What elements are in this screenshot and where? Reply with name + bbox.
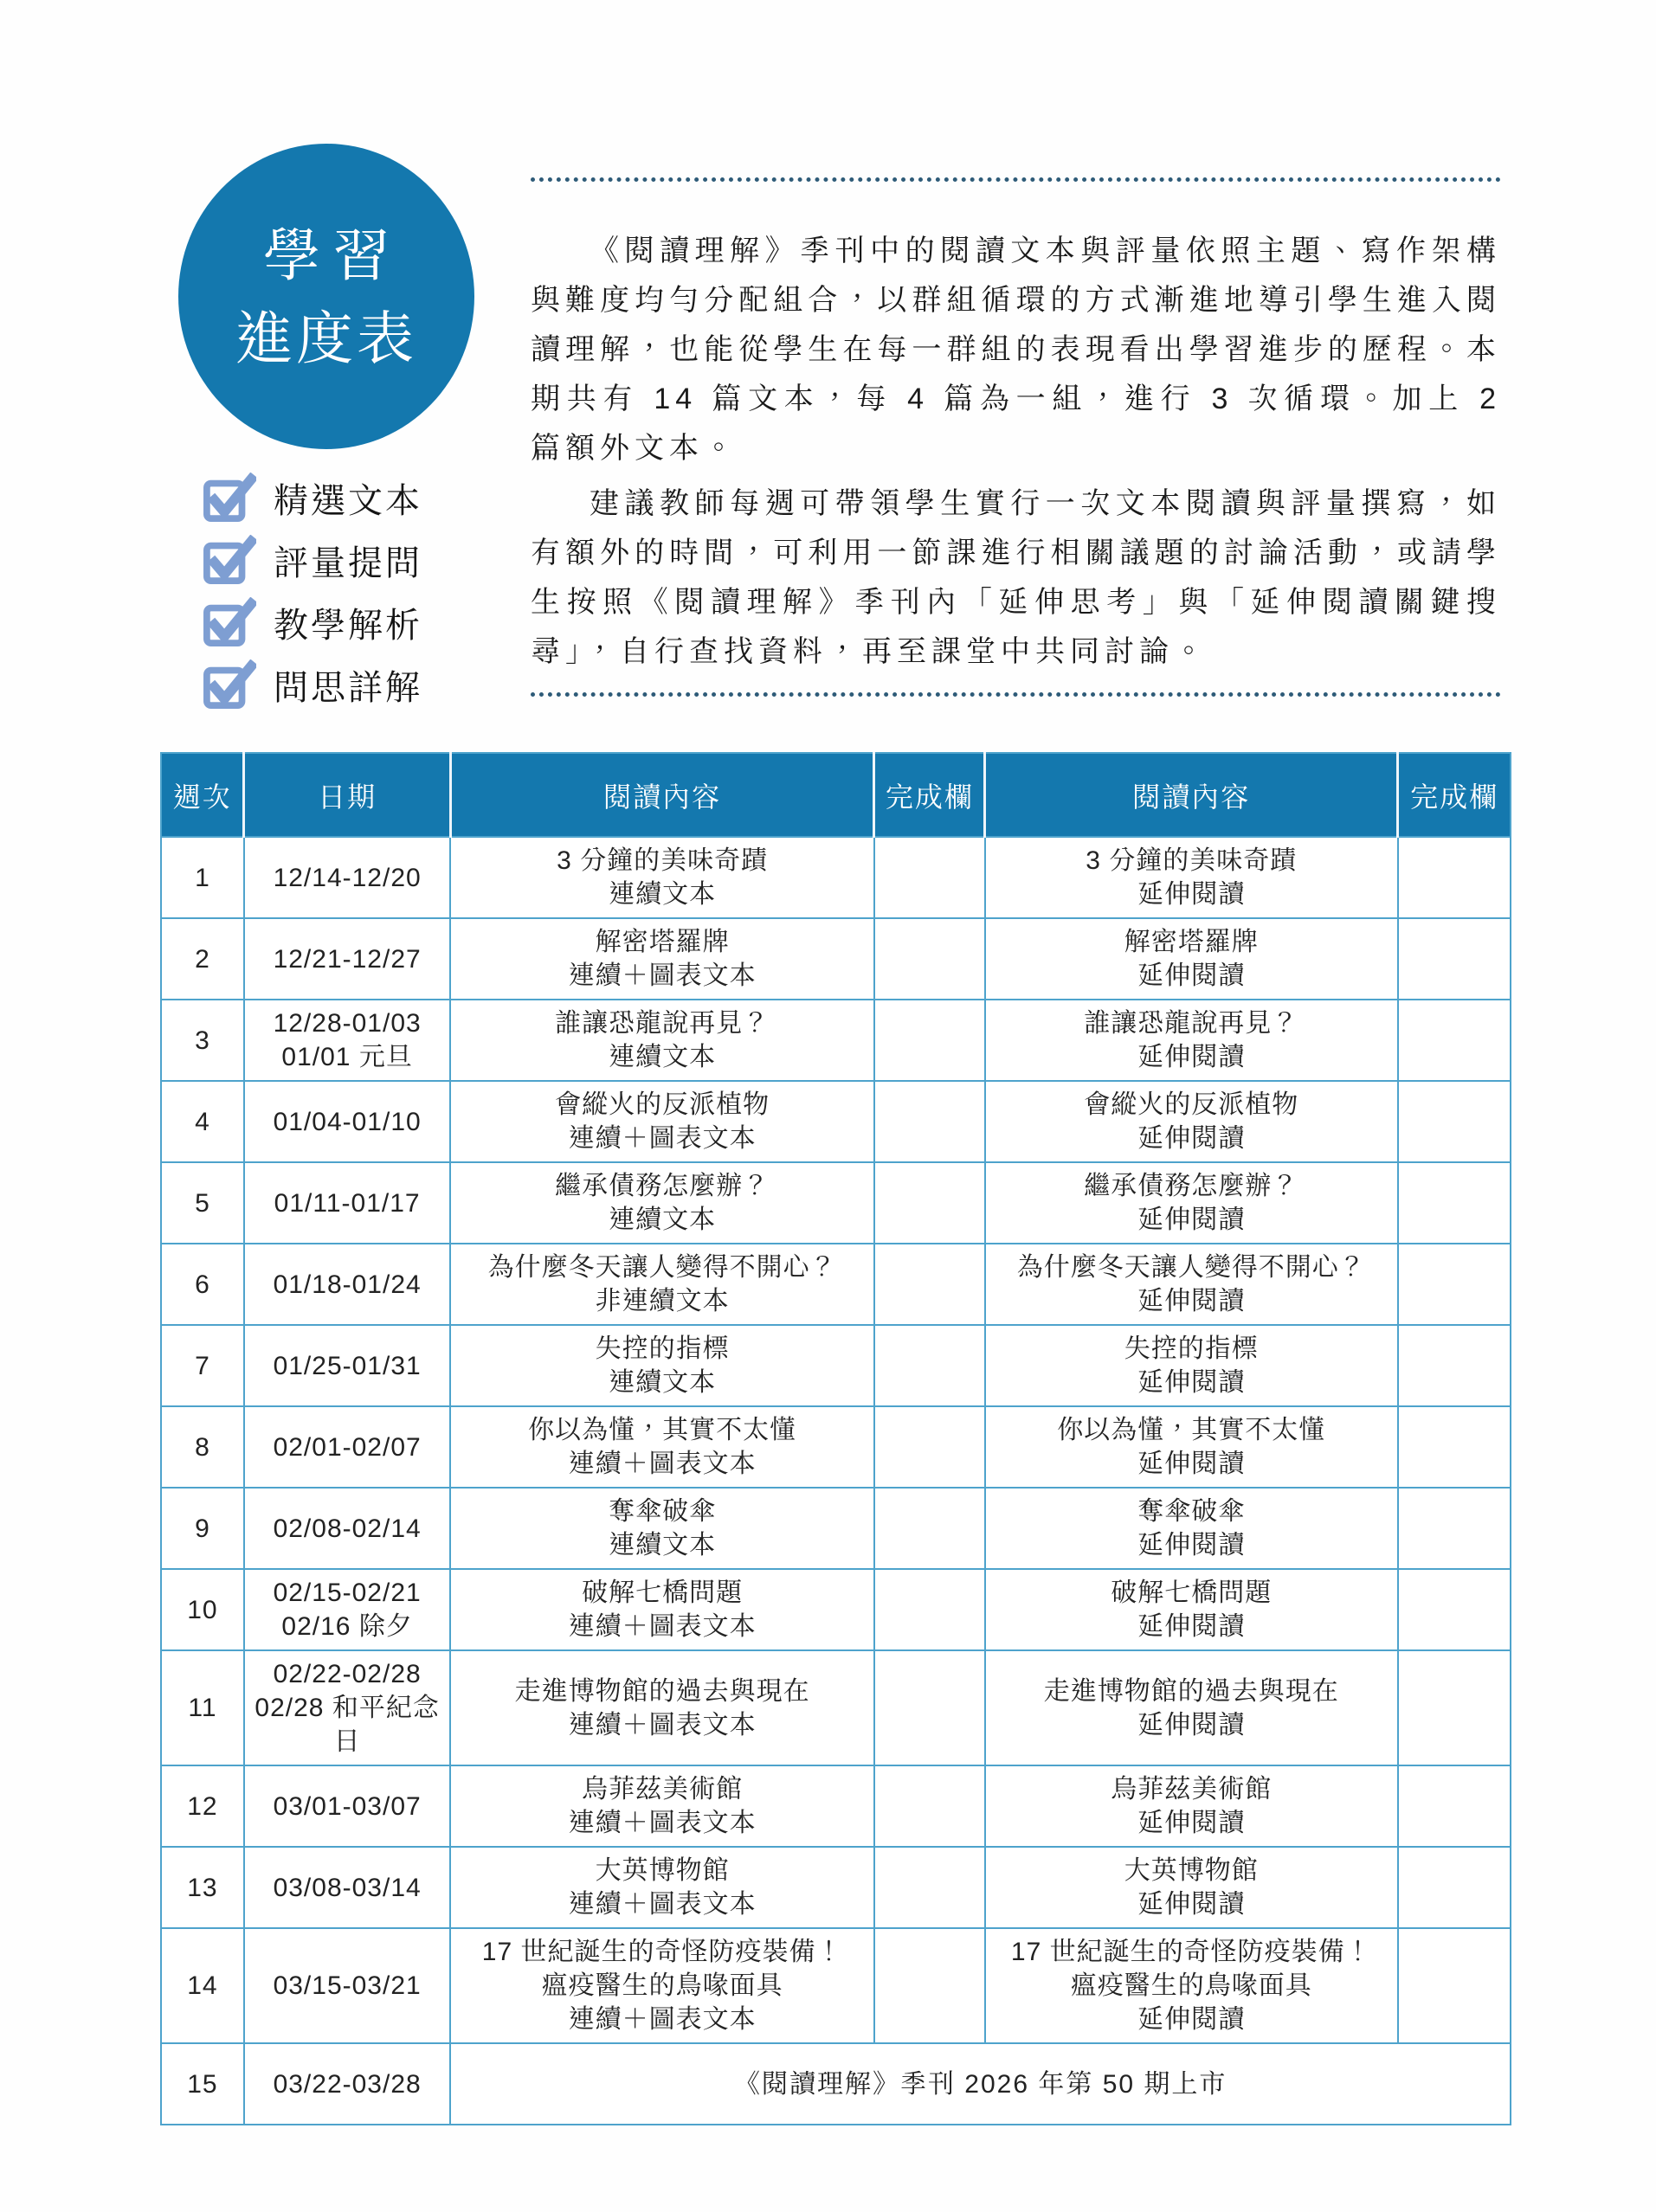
table-row <box>161 837 1511 918</box>
date-cell <box>244 1000 451 1081</box>
reading-type: 連續文本 <box>609 880 717 909</box>
reading-type: 連續文本 <box>609 1043 717 1071</box>
date-cell: 03/22-03/28 <box>244 2043 451 2125</box>
reading-content-cell <box>450 1406 874 1488</box>
table-row <box>161 1928 1511 2043</box>
reading-title: 繼承債務怎麼辦？ <box>555 1172 770 1200</box>
week-number: 3 <box>161 1000 244 1081</box>
extended-reading-cell <box>985 1244 1398 1325</box>
reading-type: 連續＋圖表文本 <box>568 1124 757 1153</box>
extended-reading-title: 3 分鐘的美味奇蹟 <box>1086 846 1298 875</box>
reading-type: 連續＋圖表文本 <box>568 1890 757 1919</box>
extended-reading-title-line2: 瘟疫醫生的鳥喙面具 <box>1070 1971 1312 2000</box>
extended-reading-label: 延伸閱讀 <box>1137 1890 1246 1919</box>
header-week: 週次 <box>161 753 244 837</box>
reading-content-cell <box>450 1081 874 1162</box>
header-extended-content: 閱讀內容 <box>985 753 1398 837</box>
header-reading-content: 閱讀內容 <box>450 753 874 837</box>
checkbox-checked-icon <box>203 473 256 523</box>
table-row <box>161 1406 1511 1488</box>
completion-cell <box>874 1488 985 1569</box>
extended-reading-title: 奪傘破傘 <box>1137 1497 1246 1526</box>
table-row <box>161 1650 1511 1765</box>
feature-item <box>203 537 422 583</box>
reading-type: 連續文本 <box>609 1531 717 1559</box>
badge-title-line2: 進度表 <box>235 305 417 370</box>
table-row <box>161 1569 1511 1650</box>
extended-reading-title: 繼承債務怎麼辦？ <box>1084 1172 1299 1200</box>
table-row <box>161 918 1511 1000</box>
table-row <box>161 1244 1511 1325</box>
feature-checklist <box>203 474 422 723</box>
date-range: 12/28-01/03 <box>273 1009 422 1038</box>
extended-reading-cell <box>985 1325 1398 1406</box>
header-date: 日期 <box>244 753 451 837</box>
reading-title: 烏菲茲美術館 <box>582 1775 744 1804</box>
date-cell <box>244 1847 451 1928</box>
completion-cell <box>874 1162 985 1244</box>
extended-reading-label: 延伸閱讀 <box>1137 880 1246 909</box>
week-number: 6 <box>161 1244 244 1325</box>
reading-title: 失控的指標 <box>595 1334 730 1363</box>
extended-reading-label: 延伸閱讀 <box>1137 1124 1246 1153</box>
completion-cell <box>1398 1928 1511 2043</box>
completion-cell <box>874 1928 985 2043</box>
reading-type: 連續文本 <box>609 1368 717 1397</box>
completion-cell <box>874 1000 985 1081</box>
reading-type: 連續＋圖表文本 <box>568 961 757 990</box>
extended-reading-label: 延伸閱讀 <box>1137 1531 1246 1559</box>
date-cell <box>244 1244 451 1325</box>
week-number: 9 <box>161 1488 244 1569</box>
week-number: 4 <box>161 1081 244 1162</box>
checkbox-checked-icon <box>203 659 256 710</box>
extended-reading-title: 走進博物館的過去與現在 <box>1043 1676 1339 1706</box>
week-number: 11 <box>161 1650 244 1765</box>
extended-reading-label: 延伸閱讀 <box>1137 1809 1246 1837</box>
feature-label: 精選文本 <box>274 481 422 520</box>
extended-reading-title: 解密塔羅牌 <box>1124 928 1259 956</box>
extended-reading-cell <box>985 1569 1398 1650</box>
feature-item <box>203 599 422 646</box>
date-range: 01/04-01/10 <box>273 1107 422 1136</box>
completion-cell <box>1398 1162 1511 1244</box>
date-range: 02/22-02/28 <box>273 1660 422 1688</box>
extended-reading-cell <box>985 837 1398 918</box>
date-cell <box>244 1569 451 1650</box>
date-cell <box>244 1488 451 1569</box>
reading-content-cell <box>450 1569 874 1650</box>
header-completion: 完成欄 <box>1398 753 1511 837</box>
reading-title: 走進博物館的過去與現在 <box>514 1676 810 1706</box>
table-row <box>161 1847 1511 1928</box>
extended-reading-cell <box>985 1000 1398 1081</box>
table-row <box>161 1081 1511 1162</box>
date-cell <box>244 837 451 918</box>
date-cell <box>244 918 451 1000</box>
extended-reading-label: 延伸閱讀 <box>1137 1368 1246 1397</box>
table-row <box>161 1765 1511 1847</box>
release-note-cell: 《閱讀理解》季刊 2026 年第 50 期上市 <box>450 2043 1511 2125</box>
reading-title: 解密塔羅牌 <box>595 928 730 956</box>
reading-type: 連續＋圖表文本 <box>568 1809 757 1837</box>
completion-cell <box>1398 1406 1511 1488</box>
extended-reading-cell <box>985 1765 1398 1847</box>
completion-cell <box>874 1650 985 1765</box>
completion-cell <box>1398 837 1511 918</box>
extended-reading-title: 17 世紀誕生的奇怪防疫裝備！ <box>1010 1938 1372 1966</box>
extended-reading-title: 會縱火的反派植物 <box>1084 1090 1299 1119</box>
reading-content-cell <box>450 1488 874 1569</box>
extended-reading-label: 延伸閱讀 <box>1137 1612 1246 1641</box>
reading-content-cell <box>450 1650 874 1765</box>
week-number: 7 <box>161 1325 244 1406</box>
extended-reading-title: 破解七橋問題 <box>1111 1579 1273 1607</box>
date-range: 03/08-03/14 <box>273 1873 422 1902</box>
reading-type: 非連續文本 <box>595 1287 730 1315</box>
week-number: 14 <box>161 1928 244 2043</box>
completion-cell <box>874 918 985 1000</box>
completion-cell <box>1398 1244 1511 1325</box>
extended-reading-title: 誰讓恐龍說再見？ <box>1084 1009 1299 1038</box>
date-cell <box>244 1406 451 1488</box>
extended-reading-title: 你以為懂，其實不太懂 <box>1057 1416 1326 1444</box>
date-cell <box>244 1765 451 1847</box>
reading-title: 3 分鐘的美味奇蹟 <box>557 846 769 875</box>
reading-title: 大英博物館 <box>595 1856 730 1885</box>
holiday-note: 02/28 和平紀念日 <box>255 1694 440 1756</box>
completion-cell <box>1398 1325 1511 1406</box>
holiday-note: 01/01 元旦 <box>281 1043 413 1071</box>
table-row <box>161 1162 1511 1244</box>
reading-type: 連續＋圖表文本 <box>568 1710 757 1739</box>
extended-reading-cell <box>985 1162 1398 1244</box>
date-range: 01/25-01/31 <box>273 1351 422 1380</box>
extended-reading-title: 大英博物館 <box>1124 1856 1259 1885</box>
completion-cell <box>874 1406 985 1488</box>
extended-reading-label: 延伸閱讀 <box>1137 1043 1246 1071</box>
extended-reading-cell <box>985 1847 1398 1928</box>
date-range: 01/11-01/17 <box>274 1188 421 1218</box>
extended-reading-label: 延伸閱讀 <box>1137 2005 1246 2034</box>
date-range: 12/14-12/20 <box>273 863 422 892</box>
reading-content-cell <box>450 1000 874 1081</box>
feature-label: 評量提問 <box>274 543 422 582</box>
completion-cell <box>1398 1765 1511 1847</box>
extended-reading-cell <box>985 1650 1398 1765</box>
extended-reading-cell <box>985 1406 1398 1488</box>
date-range: 03/15-03/21 <box>273 1971 422 2000</box>
completion-cell <box>874 837 985 918</box>
date-cell <box>244 1162 451 1244</box>
completion-cell <box>1398 1081 1511 1162</box>
feature-item <box>203 661 422 708</box>
reading-content-cell <box>450 918 874 1000</box>
reading-content-cell <box>450 1847 874 1928</box>
checkbox-checked-icon <box>203 535 256 585</box>
table-row-final <box>161 2043 1511 2125</box>
table-row <box>161 1000 1511 1081</box>
reading-content-cell <box>450 1765 874 1847</box>
extended-reading-label: 延伸閱讀 <box>1137 961 1246 990</box>
extended-reading-cell <box>985 1081 1398 1162</box>
feature-label: 教學解析 <box>274 606 422 645</box>
reading-type: 連續＋圖表文本 <box>568 1450 757 1478</box>
week-number: 8 <box>161 1406 244 1488</box>
week-number: 12 <box>161 1765 244 1847</box>
completion-cell <box>1398 1000 1511 1081</box>
extended-reading-cell <box>985 1928 1398 2043</box>
learning-schedule-table <box>160 752 1511 2125</box>
reading-title: 為什麼冬天讓人變得不開心？ <box>487 1253 837 1282</box>
intro-paragraph-1: 《閱讀理解》季刊中的閱讀文本與評量依照主題、寫作架構與難度均勻分配組合，以群組循環的方式漸進地導引學生進入閱讀理解，也能從學生在每一群組的表現看出學習進步的歷程。本期共有 14 篇文本，每 4 篇為一組，進行 3 次循環。加上 2 篇額外文本。 <box>531 235 1501 465</box>
date-range: 02/15-02/21 <box>273 1579 422 1607</box>
feature-item <box>203 474 422 521</box>
reading-title: 破解七橋問題 <box>582 1579 744 1607</box>
reading-type: 連續文本 <box>609 1206 717 1234</box>
reading-title: 奪傘破傘 <box>609 1497 717 1526</box>
week-number: 5 <box>161 1162 244 1244</box>
checkbox-checked-icon <box>203 597 256 647</box>
completion-cell <box>874 1244 985 1325</box>
reading-content-cell <box>450 1162 874 1244</box>
week-number: 13 <box>161 1847 244 1928</box>
reading-content-cell <box>450 837 874 918</box>
completion-cell <box>874 1765 985 1847</box>
date-cell <box>244 1928 451 2043</box>
date-range: 02/08-02/14 <box>273 1514 422 1543</box>
week-number: 10 <box>161 1569 244 1650</box>
date-range: 12/21-12/27 <box>273 944 422 974</box>
completion-cell <box>1398 1569 1511 1650</box>
completion-cell <box>874 1081 985 1162</box>
dotted-rule-top <box>531 177 1501 182</box>
completion-cell <box>1398 1650 1511 1765</box>
reading-content-cell <box>450 1244 874 1325</box>
table-row <box>161 1325 1511 1406</box>
completion-cell <box>874 1325 985 1406</box>
reading-type: 連續＋圖表文本 <box>568 1612 757 1641</box>
date-cell <box>244 1325 451 1406</box>
date-range: 01/18-01/24 <box>273 1270 422 1299</box>
holiday-note: 02/16 除夕 <box>281 1612 413 1641</box>
completion-cell <box>874 1569 985 1650</box>
date-cell <box>244 1650 451 1765</box>
header-completion: 完成欄 <box>874 753 985 837</box>
extended-reading-title: 為什麼冬天讓人變得不開心？ <box>1016 1253 1366 1282</box>
week-number: 2 <box>161 918 244 1000</box>
reading-title: 誰讓恐龍說再見？ <box>555 1009 770 1038</box>
reading-title: 會縱火的反派植物 <box>555 1090 770 1119</box>
extended-reading-title: 烏菲茲美術館 <box>1111 1775 1273 1804</box>
extended-reading-label: 延伸閱讀 <box>1137 1450 1246 1478</box>
extended-reading-label: 延伸閱讀 <box>1137 1206 1246 1234</box>
extended-reading-cell <box>985 1488 1398 1569</box>
extended-reading-title: 失控的指標 <box>1124 1334 1259 1363</box>
table-row <box>161 1488 1511 1569</box>
week-number: 15 <box>161 2043 244 2125</box>
date-cell <box>244 1081 451 1162</box>
intro-text <box>531 227 1501 677</box>
intro-paragraph-2: 建議教師每週可帶領學生實行一次文本閱讀與評量撰寫，如有額外的時間，可利用一節課進行相關議題的討論活動，或請學生按照《閱讀理解》季刊內「延伸思考」與「延伸閱讀關鍵搜尋」，自行查找資料，再至課堂中共同討論。 <box>531 487 1501 668</box>
completion-cell <box>1398 1847 1511 1928</box>
feature-label: 問思詳解 <box>274 668 422 707</box>
dotted-rule-bottom <box>531 692 1501 697</box>
learning-progress-badge <box>178 144 474 449</box>
completion-cell <box>1398 1488 1511 1569</box>
reading-title: 你以為懂，其實不太懂 <box>528 1416 797 1444</box>
extended-reading-cell <box>985 918 1398 1000</box>
date-range: 02/01-02/07 <box>273 1432 422 1462</box>
week-number: 1 <box>161 837 244 918</box>
badge-title-line1: 學習 <box>263 222 402 287</box>
reading-type: 連續＋圖表文本 <box>568 2005 757 2034</box>
reading-content-cell <box>450 1325 874 1406</box>
completion-cell <box>1398 918 1511 1000</box>
table-header-row <box>161 753 1511 837</box>
extended-reading-label: 延伸閱讀 <box>1137 1287 1246 1315</box>
extended-reading-label: 延伸閱讀 <box>1137 1710 1246 1739</box>
reading-content-cell <box>450 1928 874 2043</box>
completion-cell <box>874 1847 985 1928</box>
reading-title: 17 世紀誕生的奇怪防疫裝備！ <box>481 1938 843 1966</box>
reading-title-line2: 瘟疫醫生的鳥喙面具 <box>541 1971 783 2000</box>
date-range: 03/01-03/07 <box>273 1791 422 1821</box>
